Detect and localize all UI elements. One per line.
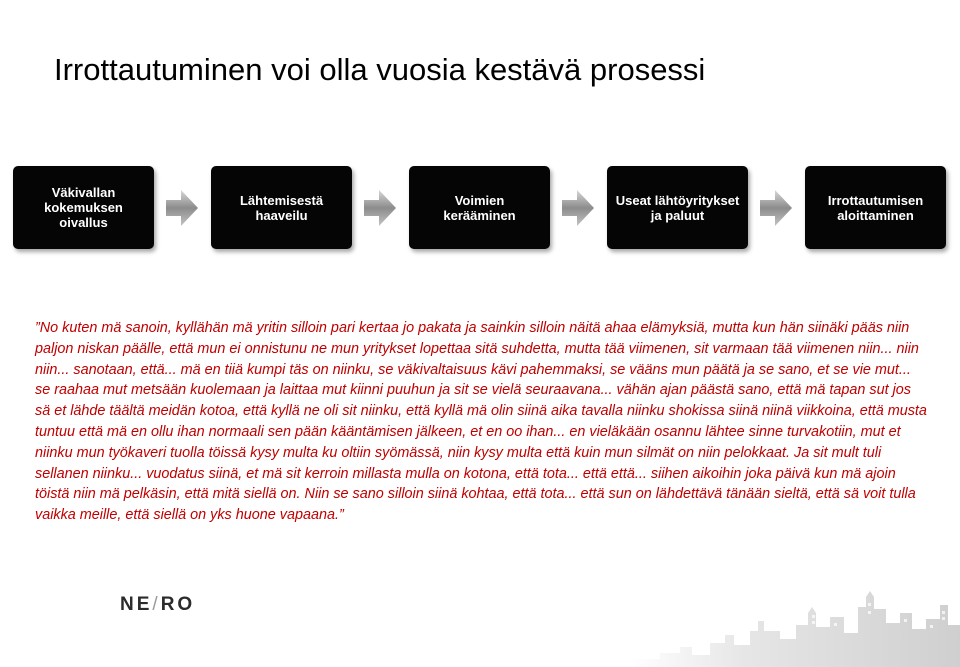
slide-title: Irrottautuminen voi olla vuosia kestävä prosessi	[54, 52, 706, 87]
process-step-1	[13, 166, 154, 249]
logo-text-part2: RO	[160, 594, 196, 615]
process-step-label: Väkivallan kokemuksen oivallus	[44, 185, 123, 230]
process-step-5	[805, 166, 946, 249]
process-step-3	[409, 166, 550, 249]
process-flow	[0, 0, 960, 260]
nero-logo	[120, 594, 195, 616]
logo-slash: /	[152, 594, 161, 615]
process-step-label: Irrottautumisen aloittaminen	[827, 192, 924, 223]
chevron-right-arrow-icon	[562, 190, 594, 226]
logo-text-part1: NE	[120, 594, 153, 615]
process-step-2	[211, 166, 352, 249]
interview-quote: ”No kuten mä sanoin, kyllähän mä yritin silloin pari kertaa jo pakata ja sainkin silloin näitä ahaa elämyksiä, mutta kun hän siinäki pääs niin paljon niskan päälle, että mun ei onnistunu ne mun yritykset lopettaa sitä suhdetta, mutta tää viimenen, sit varmaan tää viimenen niin... niin niin... sanotaan, että... mä en tiiä kumpi täs on niinku, se väkivaltaisuus kävi pahemmaksi, se vääns mun päätä ja se sano, et se vie mut... se raahaa mut metsään kuolemaan ja laittaa mut kiinni puuhun ja sit se vielä seuraavana... vähän ajan päästä sano, että mä tapan sut jos sä et lähde täältä meidän kotoa, että kyllä ne oli sit niinku, että kyllä mä olin siinä aika tavalla niinku shokissa siinä niinä viikkoina, että musta tuntuu että mä en ollu ihan normaali sen pään kääntämisen jälkeen, et en oo ihan... en vieläkään osannu lähtee sinne turvakotiin, mut et niinku mun työkaveri tuolla töissä kysy multa ku oltiin syömässä, niin kysy multa että kuin mun silmät on niin pelokkaat. Ja sit mult tuli sellanen niinku... vuodatus siinä, et mä sit kerroin millasta mulla on kotona, että tota... että että... siihen aikoihin joka päivä kun mä ajoin töistä niin mä pelkäsin, että mitä siellä on. Niin se sano silloin siinä kohtaa, että tota... että sun on lähdettävä tänään sieltä, että sä voit tulla vaikka meille, että siellä on yks huone vapaana.”	[35, 320, 927, 524]
chevron-right-arrow-icon	[364, 190, 396, 226]
city-skyline-icon	[630, 577, 960, 667]
chevron-right-arrow-icon	[166, 190, 198, 226]
process-step-label: Useat lähtöyritykset ja paluut	[615, 192, 740, 223]
process-step-label: Voimien kerääminen	[443, 192, 516, 223]
chevron-right-arrow-icon	[760, 190, 792, 226]
process-step-4	[607, 166, 748, 249]
process-step-label: Lähtemisestä haaveilu	[239, 192, 324, 223]
